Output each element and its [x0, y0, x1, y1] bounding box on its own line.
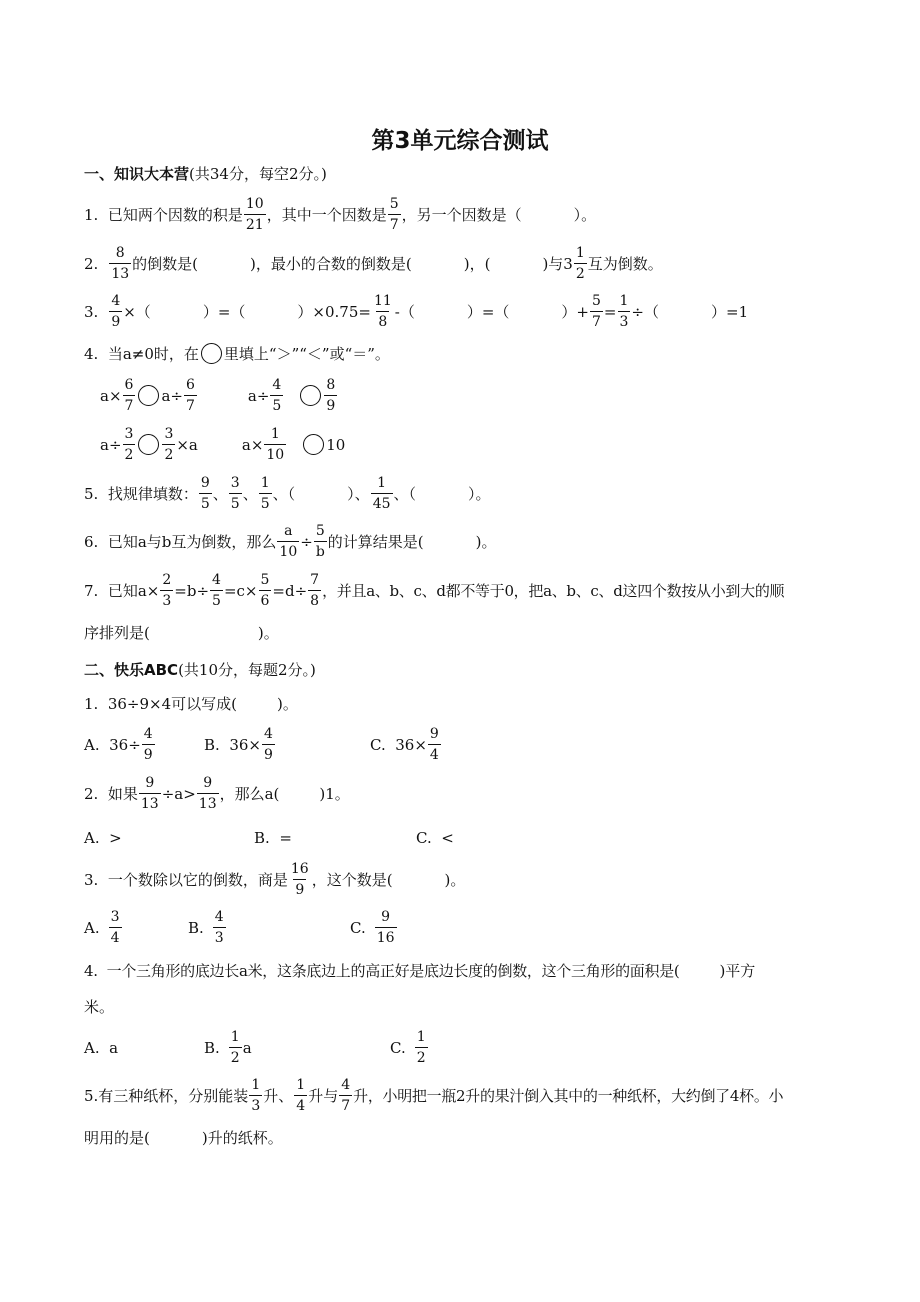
question-5: [84, 476, 491, 511]
choice-question-4: [84, 960, 755, 981]
question-4-row-2: [100, 427, 345, 462]
question-1: [84, 197, 596, 232]
question-7-continued: [84, 622, 279, 643]
option-a[interactable]: A. 3 4: [84, 909, 120, 946]
fraction: $\frac{1}{3}$: [619, 293, 629, 330]
choice-question-5: [84, 1078, 783, 1113]
q7-text-f: 序排列是(: [84, 624, 150, 642]
question-3: [84, 294, 748, 329]
q3-text-g: ）+: [561, 303, 589, 321]
m4-text-b: )平方: [719, 962, 756, 980]
m5-text-e: 明用的是(: [84, 1129, 150, 1147]
q7-text-b: =b÷: [174, 581, 210, 600]
fraction: 1 3: [251, 1077, 261, 1114]
fraction: 4 3: [214, 909, 224, 946]
fraction: $\frac{9}{13}$: [140, 775, 159, 812]
fraction: $\frac{4}{5}$: [212, 572, 221, 609]
section-1-header: [84, 163, 327, 184]
expr: ×a: [176, 435, 198, 454]
compare-circle[interactable]: [303, 434, 324, 455]
fraction: $\frac{1}{10}$: [266, 426, 285, 463]
expr: a÷: [247, 386, 270, 405]
fraction: $\frac{5}{7}$: [592, 293, 601, 330]
fraction: 4 7: [341, 1077, 351, 1114]
option-c[interactable]: C. 9 16: [350, 909, 395, 946]
q6-text-a: 6. 已知a与b互为倒数，那么: [84, 533, 277, 551]
q2-text-e: )与3: [542, 255, 573, 273]
m5-text-c: 升与: [308, 1087, 339, 1105]
fraction: 1 4: [296, 1077, 306, 1114]
q2-text-b: 的倒数是(: [132, 255, 198, 273]
fraction: 1 2: [416, 1029, 426, 1066]
q6-text-b: 的计算结果是(: [327, 533, 424, 551]
m3-text-c: )。: [444, 871, 466, 889]
choice-question-4-continued: [84, 996, 114, 1017]
fraction: 1 2: [575, 245, 585, 282]
section-2-header: [84, 659, 316, 680]
fraction: $\frac{6}{7}$: [185, 377, 195, 414]
q1-text-d: ）。: [573, 206, 597, 224]
fraction: 3 4: [110, 909, 120, 946]
expr: 10: [326, 435, 346, 454]
fraction: 8 13: [111, 245, 130, 282]
q1-text-c: ，另一个因数是（: [401, 206, 522, 224]
choice-question-3: [84, 862, 465, 897]
m2-text-d: )1。: [319, 785, 350, 803]
m1-text-b: )。: [277, 695, 298, 713]
fraction: $\frac{5}{6}$: [260, 572, 270, 609]
separator: 、: [212, 485, 228, 503]
fraction: 10 21: [245, 196, 264, 233]
question-6: [84, 524, 497, 559]
fraction: $\frac{2}{3}$: [162, 572, 172, 609]
expr: a÷: [100, 435, 122, 454]
separator: ）。: [468, 485, 491, 503]
choice-question-1-options: [84, 727, 442, 762]
q2-text-g: 互为倒数。: [587, 255, 663, 273]
q7-text-a: 7. 已知a×: [84, 582, 160, 600]
option-a[interactable]: A. 36÷ $\frac{4}{9}$: [84, 726, 153, 763]
q7-text-c: =c×: [223, 581, 258, 600]
m2-text-c: ，那么a(: [219, 785, 280, 803]
expr: a×: [241, 435, 264, 454]
m4-text-c: 米。: [84, 998, 115, 1016]
expr: a×: [100, 386, 122, 405]
choice-question-5-continued: [84, 1127, 283, 1148]
m5-text-d: 升，小明把一瓶2升的果汁倒入其中的一种纸杯，大约倒了4杯。小: [353, 1087, 784, 1105]
expr: a÷: [161, 386, 183, 405]
fraction: $\frac{a}{10}$: [279, 523, 298, 560]
q3-text-d: ）×0.75=: [297, 303, 371, 321]
option-b[interactable]: B. 1 2 a: [204, 1029, 252, 1066]
q6-text-c: )。: [475, 533, 497, 551]
m2-text-b: ÷a>: [161, 784, 196, 803]
section-2-note: (共10分，每题2分。): [178, 661, 316, 679]
option-b[interactable]: B. =: [254, 829, 292, 847]
q2-text-c: )，最小的合数的倒数是(: [250, 255, 412, 273]
choice-question-4-options: [84, 1030, 429, 1065]
fraction: $\frac{11}{8}$: [373, 293, 392, 330]
fraction: 1 45: [372, 475, 391, 512]
m5-text-b: 升、: [263, 1087, 294, 1105]
question-4-row-1: [100, 378, 338, 413]
q3-text-j: ）=1: [711, 303, 749, 321]
m3-text-b: ，这个数是(: [311, 871, 393, 889]
choice-question-3-options: [84, 910, 398, 945]
fraction: 8 9: [326, 377, 336, 414]
fraction: $\frac{6}{7}$: [124, 377, 134, 414]
section-1-note: (共34分，每空2分。): [189, 165, 327, 183]
separator: ）、: [347, 485, 370, 503]
q5-text-a: 5. 找规律填数：: [84, 485, 198, 503]
fraction: $\frac{4}{5}$: [272, 377, 282, 414]
fraction: 9 5: [200, 475, 210, 512]
compare-circle[interactable]: [138, 434, 159, 455]
q2-number: 2.: [84, 254, 99, 273]
fraction: 16 9: [290, 861, 309, 898]
choice-question-1: [84, 693, 298, 714]
fraction: $\frac{4}{9}$: [263, 726, 273, 763]
fraction: 9 16: [376, 909, 395, 946]
fraction: 9 13: [198, 775, 217, 812]
fraction: 5 7: [389, 196, 399, 233]
q3-text-c: ）=（: [202, 303, 246, 321]
separator: 、: [242, 485, 258, 503]
q3-number: 3.: [84, 302, 99, 321]
m2-text-a: 2. 如果: [84, 785, 138, 803]
m3-text-a: 3. 一个数除以它的倒数，商是: [84, 871, 288, 889]
q3-text-b: ×（: [123, 303, 151, 321]
option-c[interactable]: C. 36× $\frac{9}{4}$: [370, 726, 439, 763]
fraction: $\frac{7}{8}$: [310, 572, 320, 609]
page-title: 第3单元综合测试: [371, 128, 549, 154]
fraction: $\frac{3}{2}$: [164, 426, 174, 463]
compare-circle[interactable]: [300, 385, 321, 406]
option-b[interactable]: B. 36× $\frac{4}{9}$: [204, 726, 273, 763]
q2-text-d: )，(: [463, 255, 491, 273]
q4-text-b: 里填上“＞”“＜”或“＝”。: [223, 345, 390, 363]
q7-text-g: )。: [257, 624, 279, 642]
question-4: [84, 343, 390, 364]
choice-question-2: [84, 776, 350, 811]
fraction: 1 5: [260, 475, 270, 512]
m5-text-a: 5.有三种纸杯，分别能装: [84, 1087, 249, 1105]
separator: 、（: [393, 485, 417, 503]
q7-text-e: ，并且a、b、c、d都不等于0，把a、b、c、d这四个数按从小到大的顺: [322, 582, 785, 600]
fraction: 1 2: [230, 1029, 240, 1066]
q4-text-a: 4. 当a≠0时，在: [84, 345, 199, 363]
q3-text-i: ÷（: [631, 303, 659, 321]
choice-question-2-options: [84, 829, 454, 847]
m1-text-a: 1. 36÷9×4可以写成(: [84, 695, 238, 713]
section-1-label: 一、知识大本营: [84, 165, 190, 183]
fraction: 3 5: [230, 475, 240, 512]
q3-text-e: -（: [394, 303, 415, 321]
fraction: $\frac{4}{9}$: [143, 726, 153, 763]
option-a[interactable]: A. a: [84, 1038, 119, 1057]
option-c[interactable]: C. 1 2: [390, 1029, 426, 1066]
question-2: [84, 246, 663, 281]
circle-blank[interactable]: [201, 343, 222, 364]
operator: ÷: [300, 532, 313, 551]
fraction: $\frac{3}{2}$: [124, 426, 134, 463]
section-2-label: 二、快乐ABC: [84, 661, 179, 679]
separator: 、（: [272, 485, 296, 503]
q3-text-f: ）=（: [466, 303, 510, 321]
q7-text-d: =d÷: [272, 581, 308, 600]
compare-circle[interactable]: [138, 385, 159, 406]
fraction: $\frac{4}{9}$: [111, 293, 121, 330]
m5-text-f: )升的纸杯。: [201, 1129, 283, 1147]
question-7: [84, 573, 784, 608]
option-a[interactable]: A. >: [84, 829, 122, 847]
q1-text-b: ，其中一个因数是: [266, 206, 387, 224]
fraction: $\frac{5}{b}$: [315, 523, 325, 560]
m4-text-a: 4. 一个三角形的底边长a米，这条底边上的高正好是底边长度的倒数，这个三角形的面积是(: [84, 962, 680, 980]
q1-text-a: 1. 已知两个因数的积是: [84, 206, 243, 224]
q3-text-h: =: [603, 302, 617, 321]
fraction: $\frac{9}{4}$: [429, 726, 439, 763]
option-c[interactable]: C. <: [416, 829, 454, 847]
option-b[interactable]: B. 4 3: [188, 909, 224, 946]
